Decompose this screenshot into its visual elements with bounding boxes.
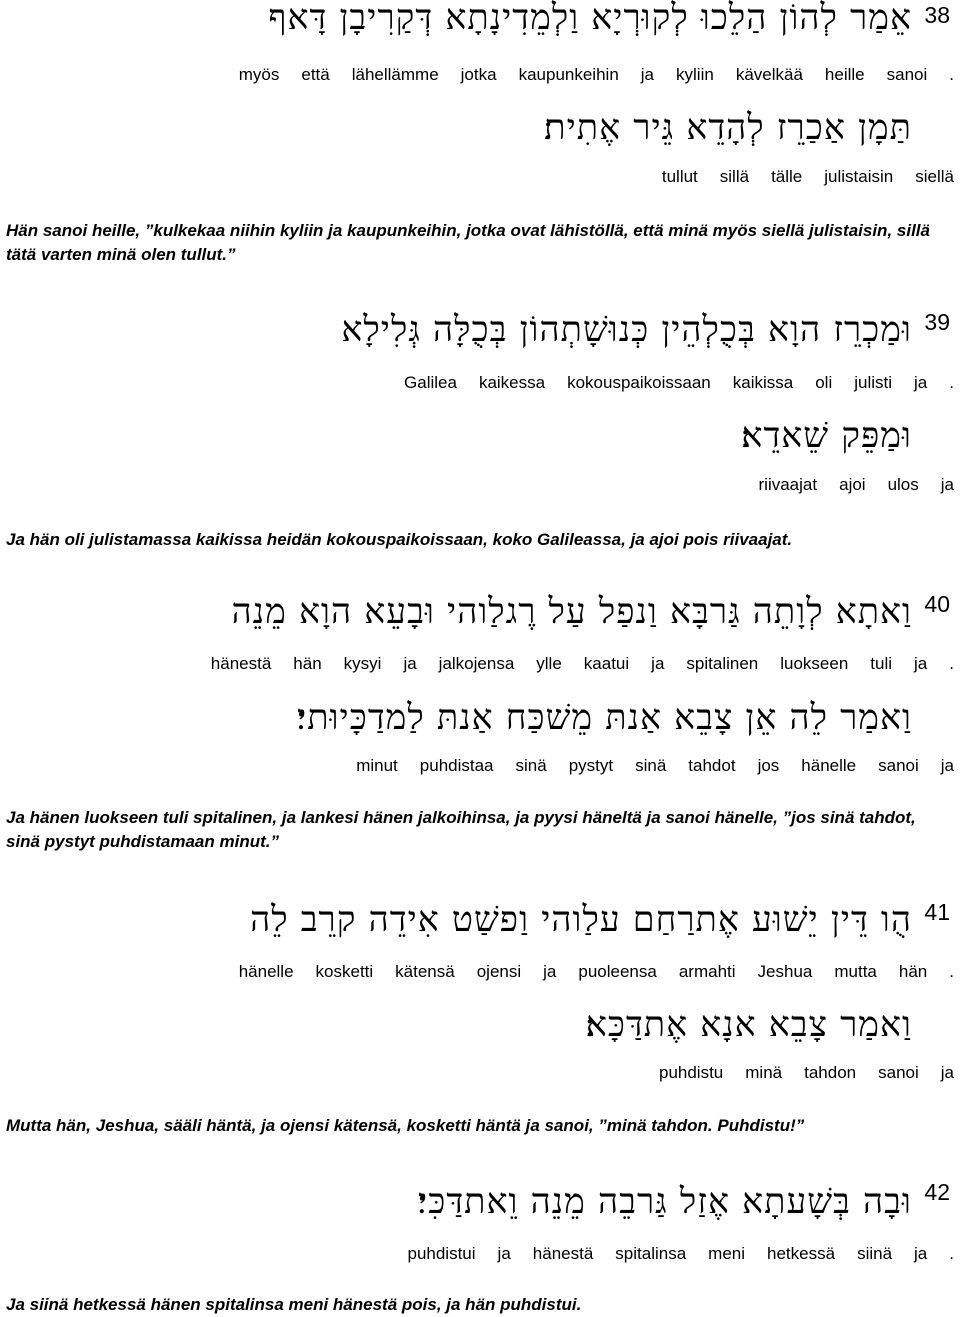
gloss-word: ja [914, 373, 928, 392]
verse-number: 39 [924, 309, 950, 335]
gloss-word: sanoi [878, 1063, 919, 1082]
gloss-word: julistaisin [824, 167, 894, 186]
hebrew-line: וּמַפֵּק שֵׁאדֵא׃ [740, 416, 912, 456]
translation-paragraph: Ja siinä hetkessä hänen spitalinsa meni hänestä pois, ja hän puhdistui. [6, 1295, 582, 1314]
gloss-word: ajoi [839, 475, 866, 494]
gloss-word: kyliin [676, 65, 714, 84]
verse-number: 40 [924, 591, 950, 617]
gloss-word: ja [651, 654, 665, 673]
gloss-word: lähellämme [351, 65, 439, 84]
gloss-word: . [949, 654, 954, 673]
verse-number: 41 [924, 899, 950, 925]
gloss-word: tuli [870, 654, 893, 673]
gloss-line [659, 1062, 954, 1084]
gloss-word: siinä [857, 1244, 893, 1263]
gloss-word: Galilea [404, 373, 457, 392]
gloss-word: ja [940, 1063, 954, 1082]
gloss-word: ja [403, 654, 417, 673]
gloss-word: jalkojensa [438, 654, 515, 673]
gloss-word: minut [356, 756, 398, 775]
verse-number: 38 [924, 2, 950, 28]
gloss-word: kaupunkeihin [518, 65, 619, 84]
gloss-word: tälle [771, 167, 803, 186]
gloss-word: ulos [887, 475, 919, 494]
gloss-word: mutta [834, 962, 877, 981]
gloss-line [759, 474, 954, 496]
gloss-word: sinä [635, 756, 667, 775]
gloss-word: hän [293, 654, 322, 673]
hebrew-line: תַּמָן אַכַרֵז לְהָדֵא גֵּיר אֶתִית׃ [543, 108, 912, 148]
translation-paragraph: Hän sanoi heille, ”kulkekaa niihin kyliin ja kaupunkeihin, jotka ovat lähistöllä, että minä myös siellä julistaisin, sillä tätä varten minä olen tullut.” [6, 221, 930, 264]
gloss-word: minä [745, 1063, 783, 1082]
gloss-word: hänestä [532, 1244, 594, 1263]
gloss-word: puhdistui [407, 1244, 476, 1263]
gloss-word: siellä [915, 167, 954, 186]
gloss-word: tullut [661, 167, 698, 186]
gloss-word: sanoi [886, 65, 928, 84]
gloss-word: heille [824, 65, 865, 84]
gloss-word: armahti [678, 962, 736, 981]
hebrew-line: וַאמַר לֵה אֵן צָבֵא אַנתּ מֵשׁכַּח אַנתּ לַמדַכָּיוּתי׃ [296, 698, 912, 738]
gloss-word: hänelle [238, 962, 294, 981]
gloss-word: kaikessa [478, 373, 546, 392]
translation-paragraph: Mutta hän, Jeshua, sääli häntä, ja ojensi kätensä, kosketti häntä ja sanoi, ”minä tahdon. Puhdistu!” [6, 1116, 805, 1135]
gloss-word: spitalinsa [615, 1244, 687, 1263]
gloss-line [662, 166, 954, 188]
gloss-word: julisti [854, 373, 893, 392]
gloss-word: kaatui [583, 654, 630, 673]
gloss-line [356, 755, 954, 777]
gloss-word: ojensi [476, 962, 522, 981]
gloss-word: tahdot [688, 756, 736, 775]
hebrew-line: וּמַכְרֵז הוָא בְּכֻלְהֵין כְּנוּשָׁתְהוֹן בְּכֻלָּה גְּלִילָא [341, 310, 912, 350]
gloss-word: jotka [460, 65, 497, 84]
gloss-word: että [301, 65, 330, 84]
gloss-word: luokseen [780, 654, 849, 673]
gloss-word: ja [497, 1244, 511, 1263]
gloss-word: oli [815, 373, 833, 392]
gloss-word: . [949, 373, 954, 392]
gloss-word: myös [238, 65, 280, 84]
gloss-word: hänestä [210, 654, 272, 673]
gloss-line [404, 372, 954, 394]
gloss-word: spitalinen [686, 654, 759, 673]
translation-paragraph: Ja hänen luokseen tuli spitalinen, ja lankesi hänen jalkoihinsa, ja pyysi häneltä ja sanoi hänelle, ”jos sinä tahdot, sinä pystyt puhdistamaan minut.” [6, 808, 916, 851]
gloss-word: . [949, 1244, 954, 1263]
gloss-line [239, 64, 954, 86]
gloss-word: . [949, 65, 954, 84]
gloss-word: pystyt [568, 756, 614, 775]
hebrew-line: וַאמַר צָבֵא אנָא אֶתדַּכָּא׃ [584, 1005, 912, 1045]
gloss-word: kätensä [395, 962, 455, 981]
gloss-word: puhdistu [658, 1063, 724, 1082]
gloss-word: tahdon [804, 1063, 857, 1082]
gloss-line [407, 1243, 954, 1265]
hebrew-line: אֵמַר לְהוֹן הַלֵכוּ לְקוּרְיָא וַלְמֵדִינָתָא דְּקַרִיבָן דָּאף [268, 0, 912, 38]
gloss-word: ja [640, 65, 655, 84]
gloss-word: sillä [719, 167, 750, 186]
verse-number: 42 [924, 1179, 950, 1205]
gloss-word: riivaajat [758, 475, 818, 494]
gloss-word: kävelkää [735, 65, 803, 84]
hebrew-line: וּבָה בְּשָׁעתָא אֶזַל גַּרבֵה מֵנֵה וֵאתדַּכִּי׃ [417, 1182, 912, 1222]
gloss-word: ja [940, 475, 954, 494]
gloss-word: hänelle [801, 756, 857, 775]
gloss-word: sinä [515, 756, 547, 775]
gloss-word: meni [708, 1244, 746, 1263]
gloss-word: kokouspaikoissaan [567, 373, 711, 392]
gloss-word: ja [914, 654, 928, 673]
gloss-word: puhdistaa [419, 756, 494, 775]
gloss-word: puoleensa [578, 962, 657, 981]
gloss-word: kysyi [343, 654, 382, 673]
gloss-word: ja [914, 1244, 928, 1263]
gloss-word: hetkessä [767, 1244, 836, 1263]
hebrew-line: הֻו דֵּין יֵשׁוּע אֶתרַחַם עלַוהי וַפשַׁט אִידֵה קרֵב לֵה [250, 900, 912, 940]
gloss-word: hän [898, 962, 928, 981]
gloss-word: ylle [536, 654, 562, 673]
gloss-line [211, 653, 954, 675]
gloss-line [239, 961, 954, 983]
gloss-word: kaikissa [732, 373, 794, 392]
translation-paragraph: Ja hän oli julistamassa kaikissa heidän kokouspaikoissaan, koko Galileassa, ja ajoi pois riivaajat. [6, 530, 793, 549]
gloss-word: . [949, 962, 954, 981]
gloss-word: ja [940, 756, 954, 775]
gloss-word: sanoi [878, 756, 919, 775]
hebrew-line: וַאתָא לְוָתֵה גַּרבָּא וַנפַל עַל רֶגלַוהי וּבָעֵא הוָא מֵנֵה [231, 592, 912, 632]
gloss-word: Jeshua [757, 962, 813, 981]
gloss-word: ja [543, 962, 557, 981]
gloss-word: jos [757, 756, 780, 775]
gloss-word: kosketti [315, 962, 374, 981]
